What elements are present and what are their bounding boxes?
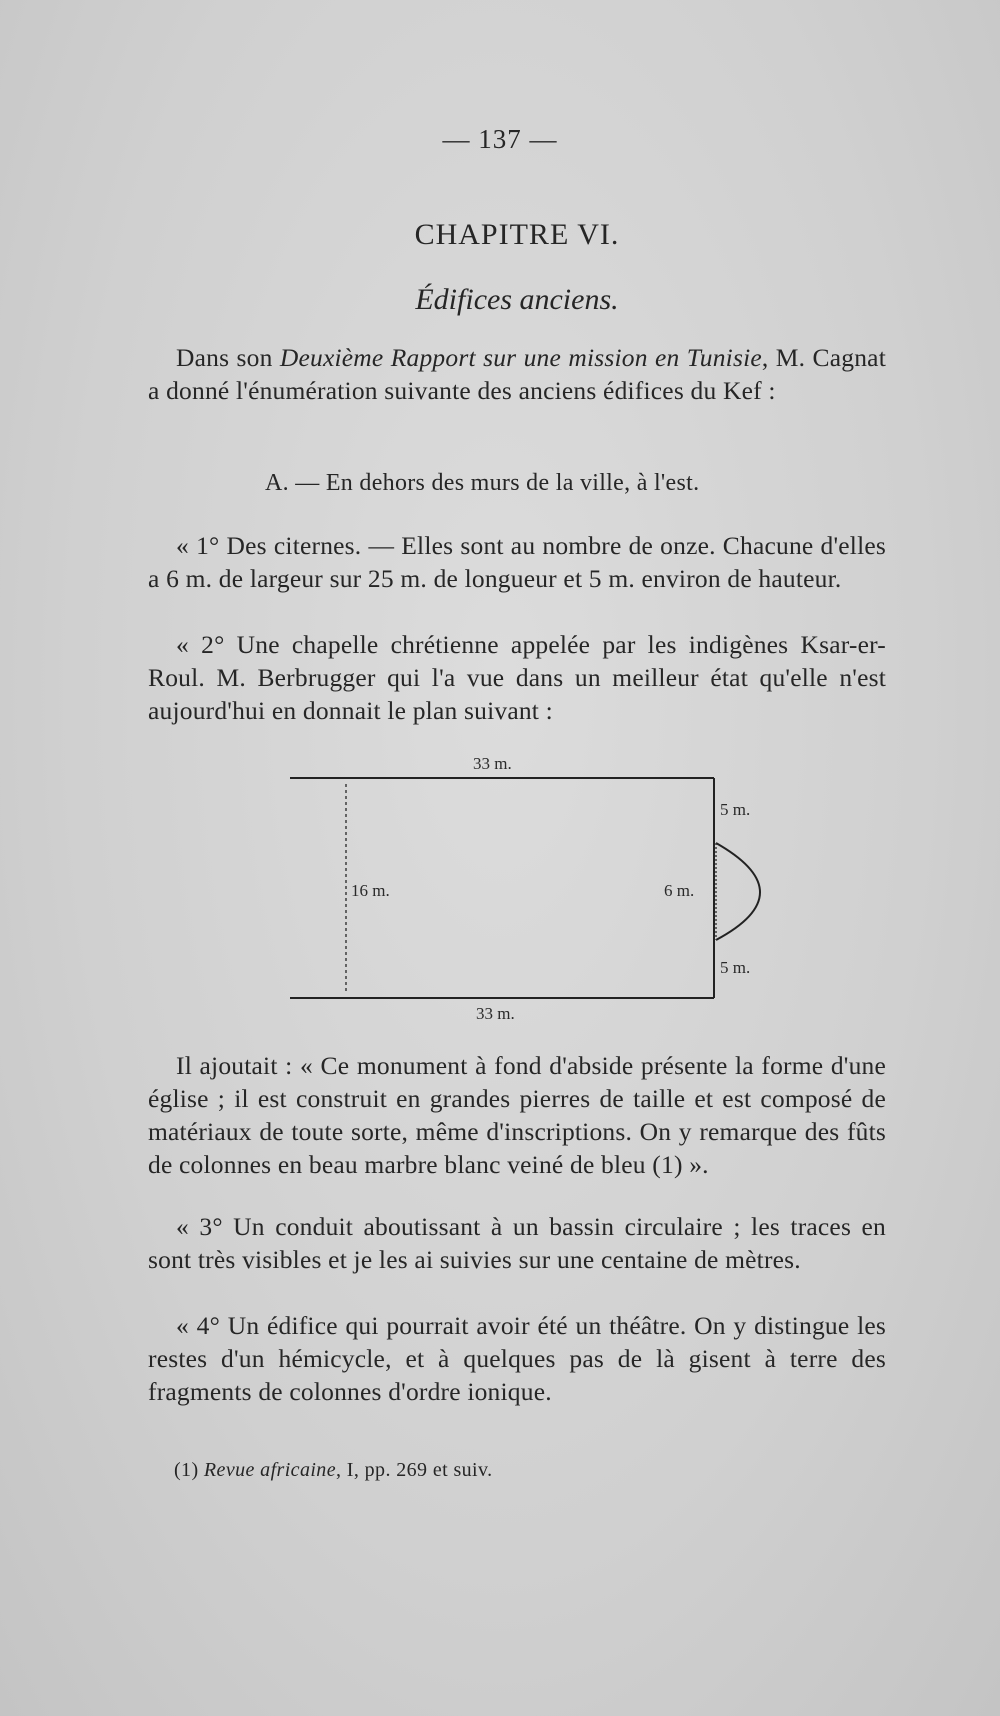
plan-apse-arc <box>716 843 760 940</box>
item-1-paragraph <box>148 529 886 595</box>
item-4-text: « 4° Un édifice qui pourrait avoir été un théâtre. On y distingue les restes d'un hémicycle, et à quelques pas de là gisent à terre des fragments de colonnes d'ordre ionique. <box>148 1311 886 1406</box>
item-4-paragraph <box>148 1309 886 1408</box>
footnote-rest: , I, pp. 269 et suiv. <box>335 1459 493 1481</box>
section-heading-a: A. — En dehors des murs de la ville, à l'est. <box>265 470 700 496</box>
chapter-title: CHAPITRE VI. <box>414 218 620 251</box>
item-2-text: « 2° Une chapelle chrétienne appelée par les indigènes Ksar-er-Roul. M. Berbrugger qui l'a vue dans un meilleur état qu'elle n'est aujourd'hui en donnait le plan suivant : <box>148 630 886 725</box>
after-plan-paragraph <box>148 1049 886 1181</box>
plan-label-left-width: 16 m. <box>351 881 390 900</box>
plan-label-lower-offset: 5 m. <box>720 958 751 977</box>
plan-label-upper-offset: 5 m. <box>720 800 751 819</box>
item-3-paragraph <box>148 1210 886 1276</box>
chapter-subtitle: Édifices anciens. <box>415 283 619 316</box>
plan-label-apse-width: 6 m. <box>664 881 695 900</box>
footnote <box>174 1459 493 1482</box>
intro-italic-title: Deuxième Rapport sur une mission en Tunisie <box>279 343 762 372</box>
footnote-italic-source: Revue africaine <box>203 1459 336 1481</box>
item-1-text: « 1° Des citernes. — Elles sont au nombre de onze. Chacune d'elles a 6 m. de largeur sur 25 m. de longueur et 5 m. environ de hauteur. <box>148 531 886 593</box>
intro-paragraph <box>148 341 886 407</box>
item-3-text: « 3° Un conduit aboutissant à un bassin circulaire ; les traces en sont très visibles et je les ai suivies sur une centaine de mètres. <box>148 1212 886 1274</box>
after-plan-text: Il ajoutait : « Ce monument à fond d'abside présente la forme d'une église ; il est construit en grandes pierres de taille et est composé de matériaux de toute sorte, même d'inscriptions. On y remarque des fûts de colonnes en beau marbre blanc veiné de bleu (1) ». <box>148 1051 886 1179</box>
plan-label-top-length: 33 m. <box>473 754 512 773</box>
footnote-marker: (1) <box>174 1459 204 1481</box>
item-2-paragraph <box>148 628 886 727</box>
page-number: — 137 — <box>442 124 558 154</box>
intro-text-1: Dans son <box>176 343 280 372</box>
plan-label-bottom-length: 33 m. <box>476 1004 515 1023</box>
intro-text-2: , M. Cagnat a donné l'énumération suivante des anciens édifices du Kef : <box>148 343 886 405</box>
